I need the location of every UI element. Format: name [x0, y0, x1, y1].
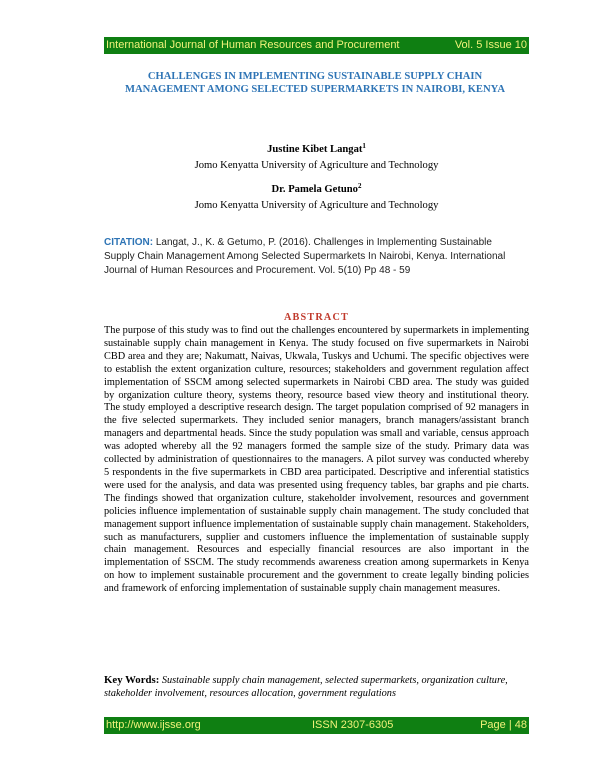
author-name: Dr. Pamela Getuno$^2$ [271, 182, 362, 195]
citation [104, 236, 524, 278]
paper-title: CHALLENGES IN IMPLEMENTING SUSTAINABLE SUPPLY CHAIN MANAGEMENT AMONG SELECTED SUPERMARKETS IN NAIROBI, KENYA [125, 71, 505, 95]
citation-text: Langat, J., K. & Getumo, P. (2016). Challenges in Implementing Sustainable Supply Chain Management Among Selected Supermarkets In Nairobi, Kenya. International Journal of Human Resources and Procurement. Vol. 5(10) Pp 48 - 59 [104, 237, 506, 276]
keywords-label: Key Words: [104, 674, 160, 686]
author-affiliation: Jomo Kenyatta University of Agriculture and Technology [194, 160, 439, 171]
keywords-text: Sustainable supply chain management, selected supermarkets, organization culture, stakeholder involvement, resources allocation, government regulations [104, 675, 508, 699]
journal-volume: Vol. 5 Issue 10 [454, 39, 527, 51]
page-footer [104, 717, 529, 734]
keywords [104, 674, 529, 700]
journal-header [104, 37, 529, 54]
author-affiliation: Jomo Kenyatta University of Agriculture and Technology [194, 200, 439, 211]
footer-issn: ISSN 2307-6305 [312, 719, 394, 731]
citation-label: CITATION: [104, 237, 154, 248]
author-block-1 [104, 143, 529, 172]
author-block-2 [104, 183, 529, 212]
journal-name: International Journal of Human Resources and Procurement [106, 39, 400, 51]
abstract-text: The purpose of this study was to find out the challenges encountered by supermarkets in implementing sustainable supply chain management in Kenya. The study focused on five supermarkets in Nairobi CBD area and they are; Nakumatt, Naivas, Ukwala, Tuskys and Uchumi. The specific objectives were to establish the extent organization culture, resources; stakeholders and government regulation affect implementation of SSCM among selected supermarkets in Nairobi CBD area. The study was guided by organization culture theory, systems theory, resource based view theory and institutional theory. The study employed a descriptive research design. The target population comprised of 92 managers in the five selected supermarkets. They included senior managers, branch managers/assistant branch managers and departmental heads. Since the study population was small and variable, census approach was adopted whereby all the 92 managers formed the sample size of the study. Primary data was collected by administration of questionnaires to the managers. A pilot survey was conducted whereby 5 respondents in the five supermarkets in CBD area participated. Descriptive and inferential statistics were used for the analysis, and data was presented using frequency tables, bar graphs and pie charts. The findings showed that organization culture, stakeholder involvement, resources and government policies influence implementation of sustainable supply chain management. The study concluded that management support influence implementation of sustainable supply chain management. Stakeholders, such as manufacturers, supplier and customers influence the implementation of sustainable supply chain management. Resources and especially financial resources are also important in the implementation of SSCM. The study recommends awareness creation among supermarkets in Kenya on how to implement sustainable procurement and the government to create legally binding policies and framework of enforcing implementation of sustainable supply chain management measures. [104, 325, 529, 595]
abstract-heading: ABSTRACT [283, 312, 350, 323]
footer-url[interactable]: http://www.ijsse.org [106, 719, 201, 731]
author-name: Justine Kibet Langat$^1$ [267, 142, 366, 155]
footer-page: Page | 48 [480, 719, 527, 731]
